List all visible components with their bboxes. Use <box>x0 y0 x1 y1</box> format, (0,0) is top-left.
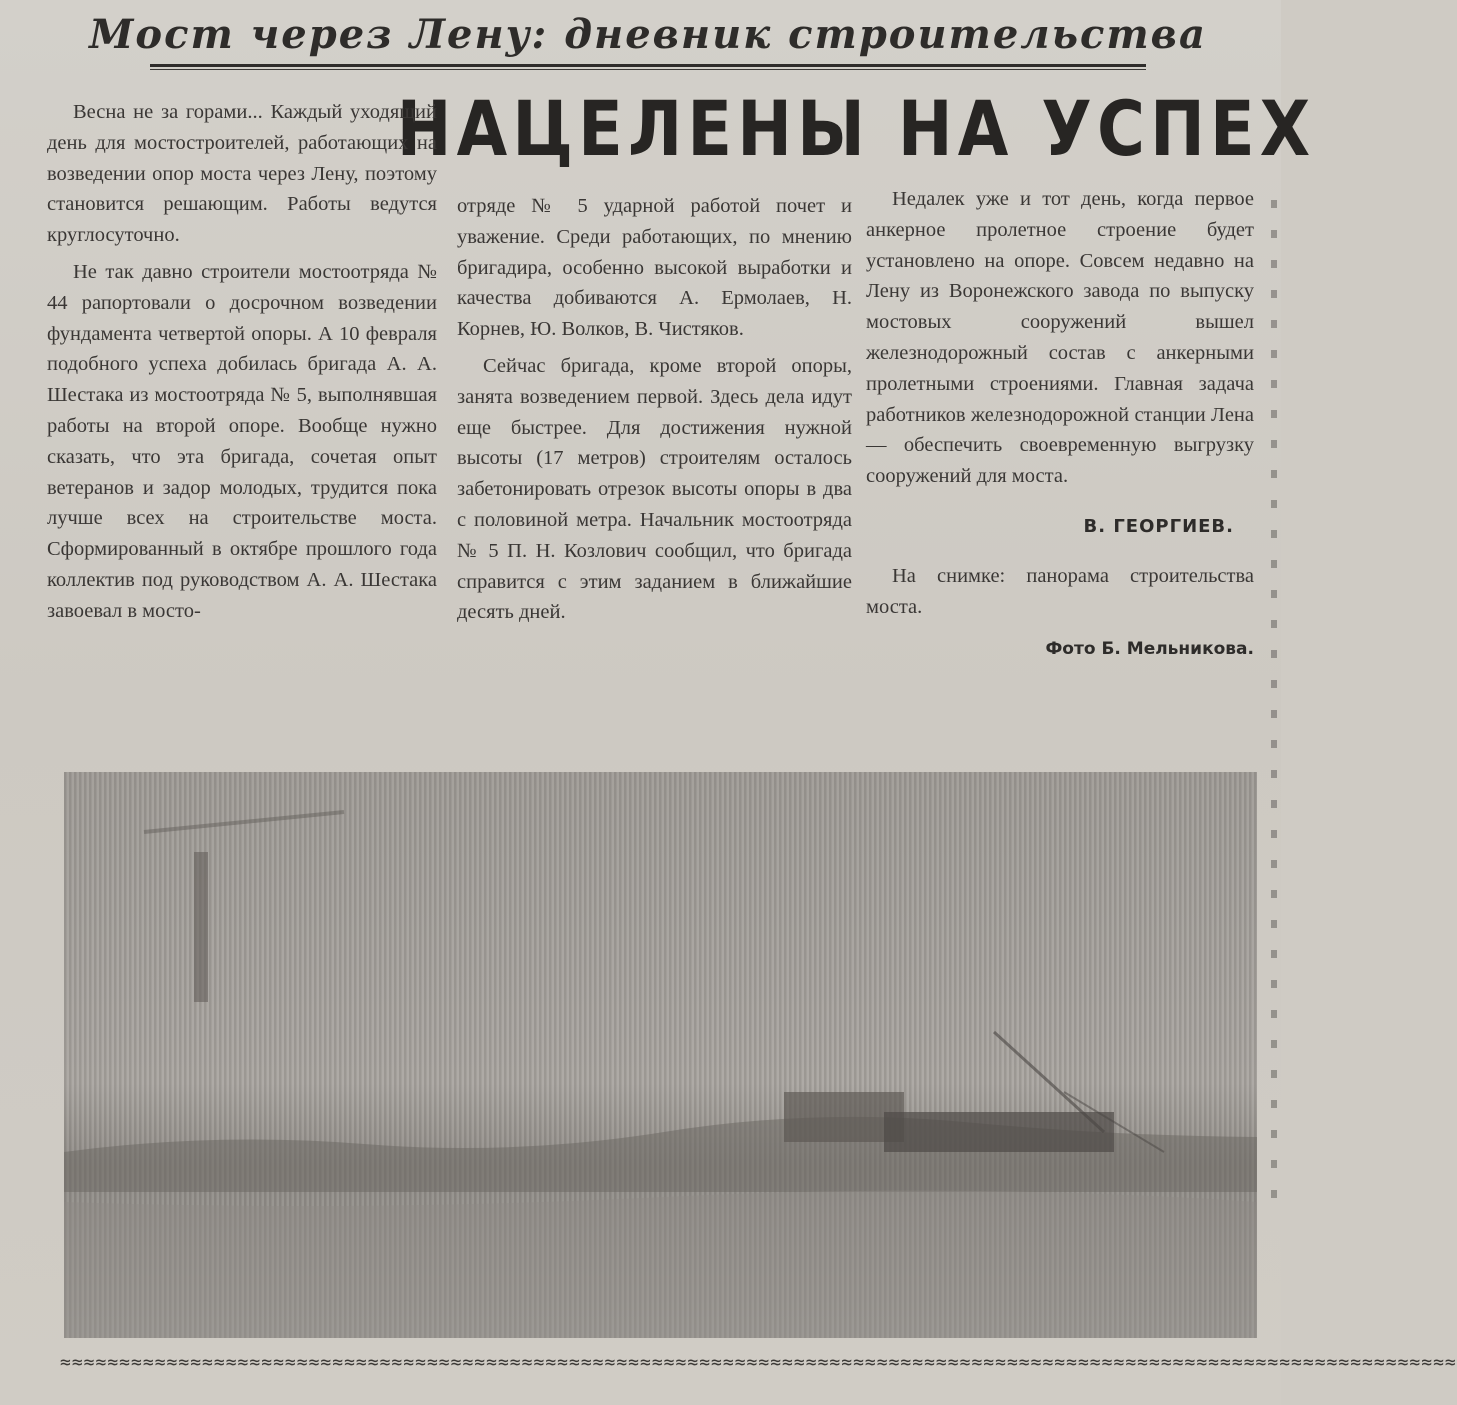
headline <box>396 78 1316 178</box>
photo-caption: На снимке: панорама строительства моста. <box>866 564 1254 618</box>
river-ice <box>64 1191 1257 1338</box>
article-column-1 <box>47 97 437 633</box>
paragraph: отряде № 5 ударной работой почет и уважение. Среди работающих, по мнению бригадира, особенно высокой выработки и качества добиваются А. Ермолаев, Н. Корнев, Ю. Волков, В. Чистяков. <box>457 195 852 341</box>
rubric-rule <box>150 69 1146 70</box>
crane-tower <box>194 852 208 1002</box>
rubric-title: Мост через Лену: дневник строительства <box>89 10 1207 58</box>
paragraph: Недалек уже и тот день, когда первое анкерное пролетное строение будет установлено на опоре. Совсем недавно на Лену из Воронежского завода по выпуску мостовых сооружений вышел железнодорожный состав с анкерными пролетными строениями. Главная задача работников железнодорожной станции Лена — обеспечить своевременную выгрузку сооружений для моста. <box>866 188 1254 488</box>
article-column-2 <box>457 191 852 634</box>
bridge-construction-photo <box>64 772 1257 1338</box>
rubric-header <box>89 4 1207 67</box>
article-column-3 <box>866 184 1254 665</box>
paragraph: Не так давно строители мостоотряда № 44 рапортовали о досрочном возведении фундамента четвертой опоры. А 10 февраля подобного успеха добилась бригада А. А. Шестака из мостоотряда № 5, выполнявшая работы на второй опоре. Вообще нужно сказать, что эта бригада, сочетая опыт ветеранов и задор молодых, трудится пока лучше всех на строительстве моста. Сформированный в октябре прошлого года коллектив под руководством А. А. Шестака завоевал в мосто- <box>47 260 437 622</box>
photo-credit: Фото Б. Мельникова. <box>1045 639 1254 660</box>
author-signature: В. ГЕОРГИЕВ. <box>1083 515 1234 537</box>
photo-scene <box>64 772 1257 1338</box>
paragraph: Сейчас бригада, кроме второй опоры, занята возведением первой. Здесь дела идут еще быстрее. Для достижения нужной высоты (17 метров) строителям осталось забетонировать отрезок высоты опоры в два с половиной метра. Начальник мостоотряда № 5 П. Н. Козлович сообщил, что бригада справится с этим заданием в ближайшие десять дней. <box>457 354 852 624</box>
crane-boom <box>144 812 344 832</box>
page-edge-marks <box>1271 200 1277 1200</box>
decorative-divider: ≈≈≈≈≈≈≈≈≈≈≈≈≈≈≈≈≈≈≈≈≈≈≈≈≈≈≈≈≈≈≈≈≈≈≈≈≈≈≈≈≈≈≈≈≈≈≈≈≈≈≈≈≈≈≈≈≈≈≈≈≈≈≈≈≈≈≈≈≈≈≈≈≈≈≈≈≈≈≈≈≈≈≈≈≈≈≈≈≈≈≈≈≈≈≈≈≈≈≈≈≈≈≈≈≈≈≈≈≈≈≈≈≈≈≈≈≈≈ <box>60 1352 1457 1373</box>
bridge-support <box>884 1112 1114 1152</box>
paragraph: Весна не за горами... Каждый уходящий день для мостостроителей, работающих на возведении опор моста через Лену, поэтому становится решающим. Работы ведутся круглосуточно. <box>47 101 437 247</box>
headline-text: НАЦЕЛЕНЫ НА УСПЕХ <box>396 83 1316 173</box>
